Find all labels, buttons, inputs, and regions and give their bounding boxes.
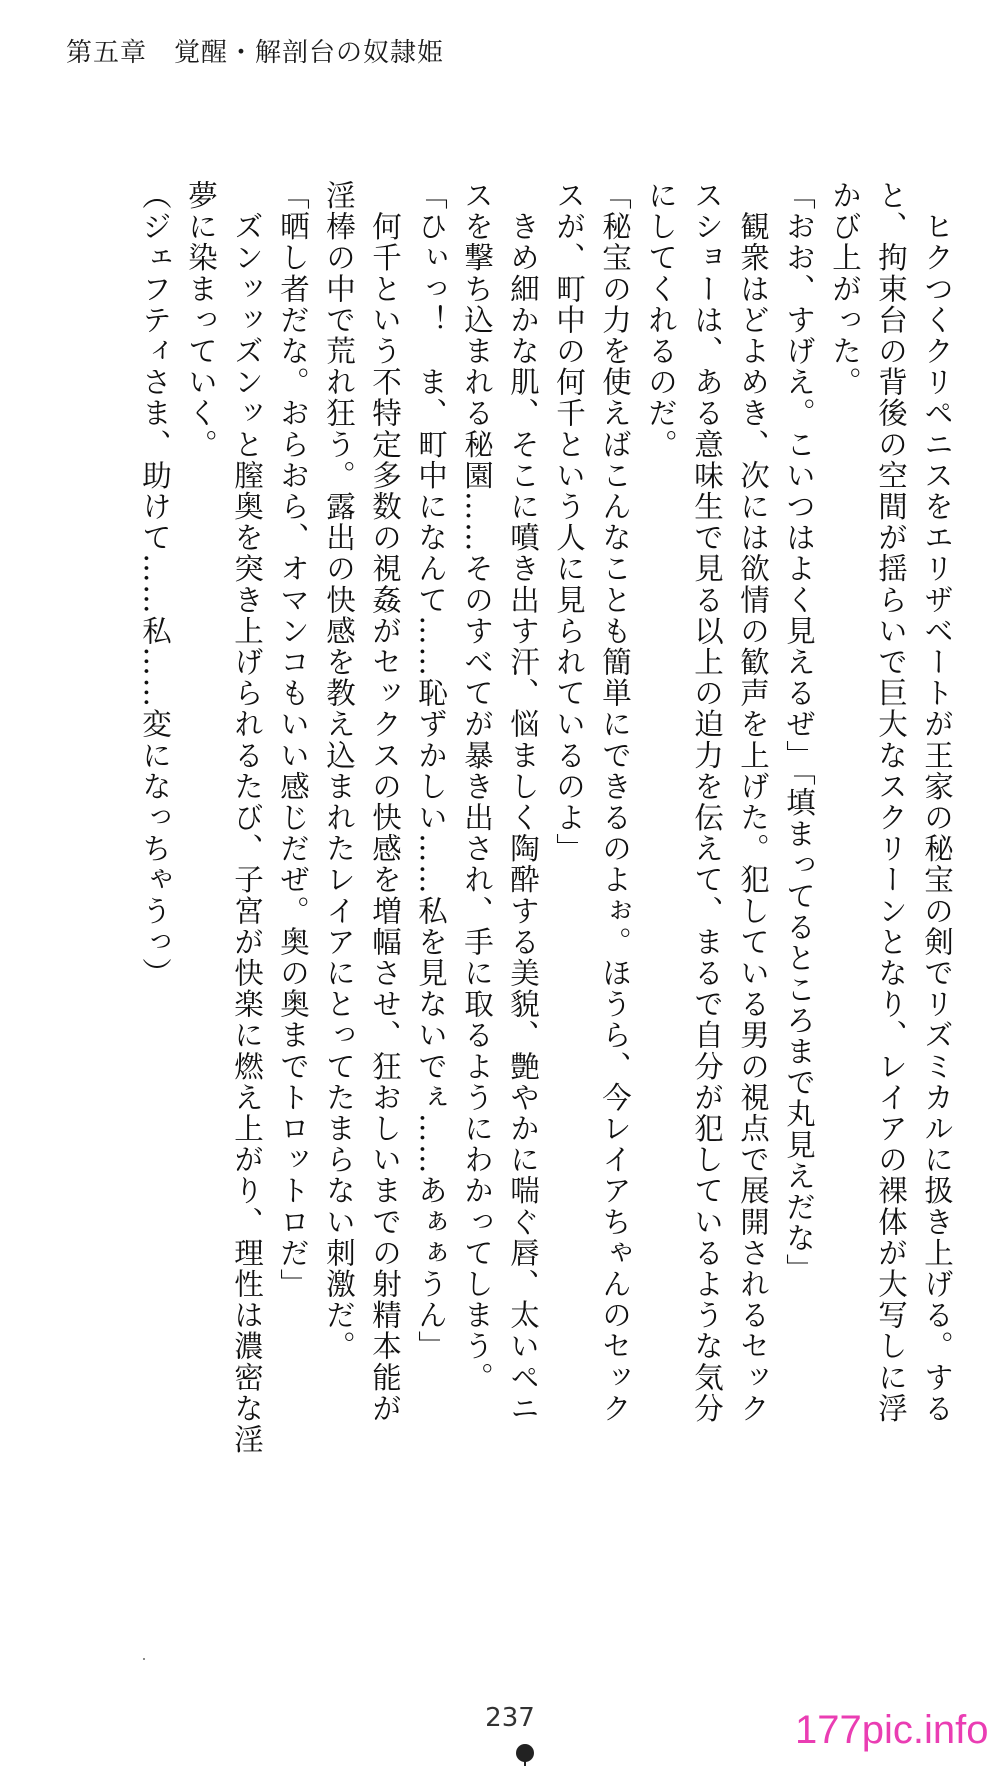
text-line: 「ひぃっ！ ま、町中になんて……恥ずかしい……私を見ないでぇ……あぁぁうん」	[414, 180, 448, 1362]
text-line: 淫棒の中で荒れ狂う。露出の快感を教え込まれたレイアにとってたまらない刺激だ。	[322, 180, 356, 1362]
text-line: スショーは、ある意味生で見る以上の迫力を伝えて、まるで自分が犯しているような気分	[690, 180, 724, 1424]
text-line: ヒクつくクリペニスをエリザベートが王家の秘宝の剣でリズミカルに扱き上げる。する	[920, 180, 954, 1424]
chapter-title: 第五章 覚醒・解剖台の奴隷姫	[66, 38, 445, 68]
watermark: 177pic.info	[795, 1708, 989, 1752]
text-line: 「おお、すげえ。こいつはよく見えるぜ」「填まってるところまで丸見えだな」	[782, 180, 816, 1285]
text-line: 「秘宝の力を使えばこんなことも簡単にできるのよぉ。ほうら、今レイアちゃんのセック	[598, 180, 632, 1424]
text-line: かび上がった。	[828, 180, 862, 398]
text-line: 夢に染まっていく。	[184, 180, 218, 460]
text-line: 観衆はどよめき、次には欲情の歓声を上げた。犯している男の視点で展開されるセック	[736, 180, 770, 1424]
print-speck	[143, 1658, 145, 1660]
text-line: ズンッッズンッと膣奥を突き上げられるたび、子宮が快楽に燃え上がり、理性は濃密な淫	[230, 180, 264, 1456]
text-line: 何千という不特定多数の視姦がセックスの快感を増幅させ、狂おしいまでの射精本能が	[368, 180, 402, 1424]
page-number: 237	[485, 1703, 535, 1733]
text-line: （ジェフティさま、助けて……私……変になっちゃうっ）	[138, 180, 172, 989]
text-line: スが、町中の何千という人に見られているのよ」	[552, 180, 586, 865]
text-line: スを撃ち込まれる秘園……そのすべてが暴き出され、手に取るようにわかってしまう。	[460, 180, 494, 1393]
pin-stem	[524, 1758, 526, 1766]
body-text	[60, 180, 960, 1480]
text-line: きめ細かな肌、そこに噴き出す汗、悩ましく陶酔する美貌、艶やかに喘ぐ唇、太いペニ	[506, 180, 540, 1424]
text-line: と、拘束台の背後の空間が揺らいで巨大なスクリーンとなり、レイアの裸体が大写しに浮	[874, 180, 908, 1424]
text-line: にしてくれるのだ。	[644, 180, 678, 460]
text-line: 「晒し者だな。おらおら、オマンコもいい感じだぜ。奥の奥までトロットロだ」	[276, 180, 310, 1300]
